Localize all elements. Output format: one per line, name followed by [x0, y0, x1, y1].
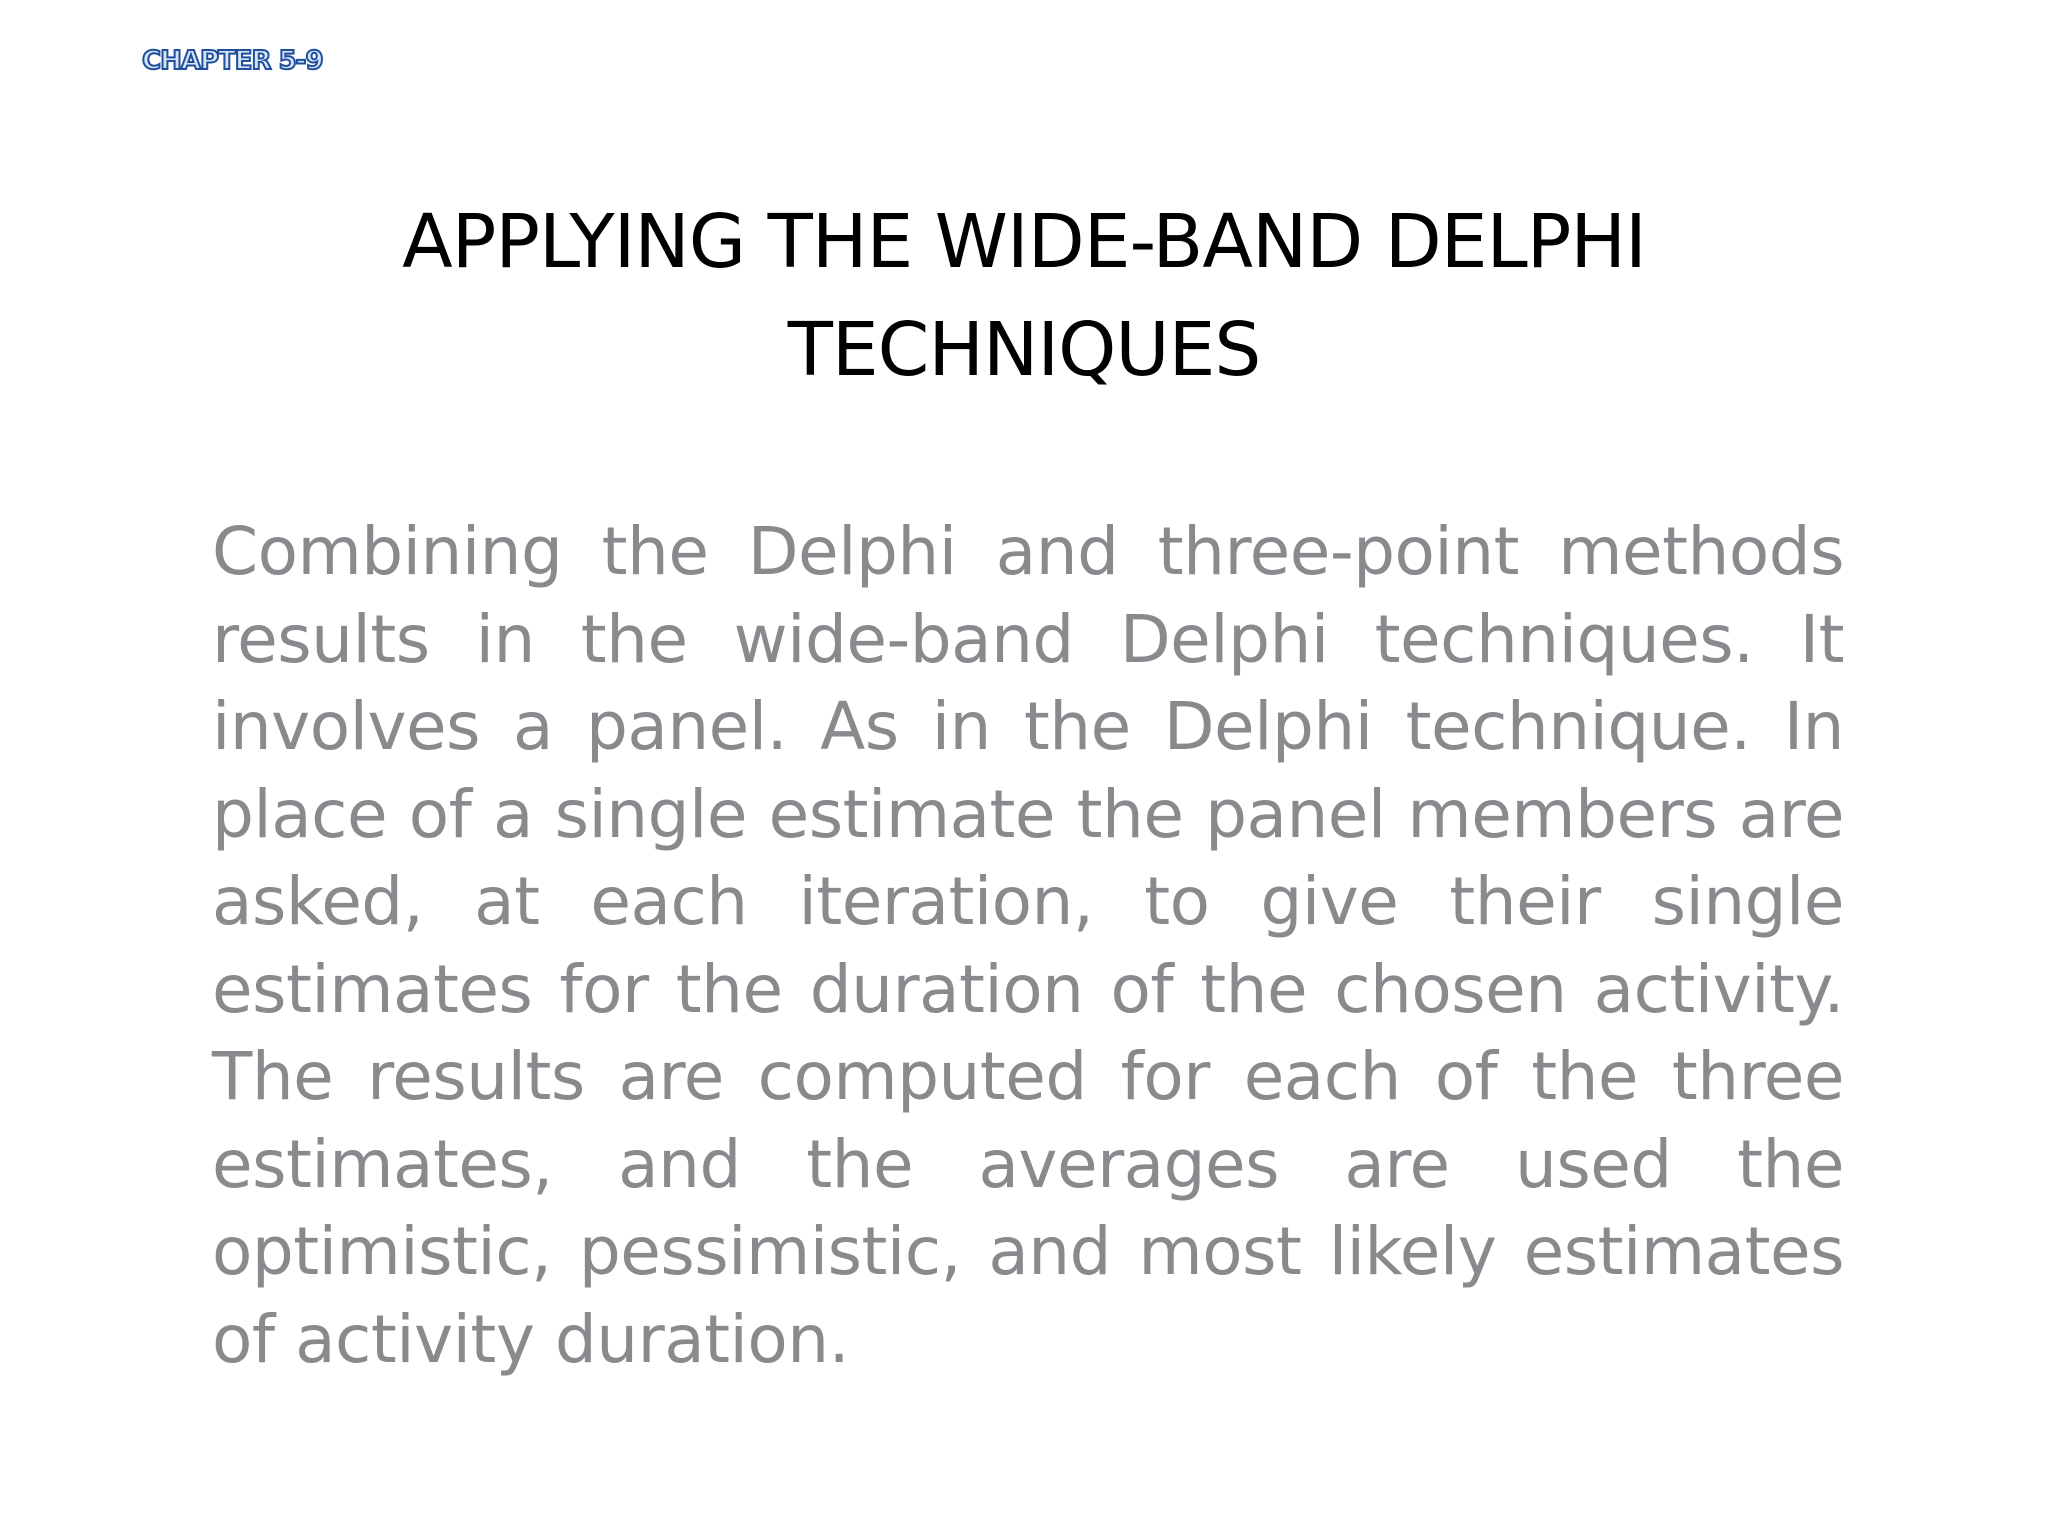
- slide-title: [300, 188, 1748, 404]
- chapter-label: CHAPTER 5-9: [142, 46, 323, 76]
- slide-title-line-2: TECHNIQUES: [787, 307, 1261, 393]
- slide-body-text: Combining the Delphi and three-point methods results in the wide-band Delphi techniques. It involves a panel. As in the Delphi technique. In place of a single estimate the panel members are asked, at each iteration, to give their single estimates for the duration of the chosen activity. The results are computed for each of the three estimates, and the averages are used the optimistic, pessimistic, and most likely estimates of activity duration.: [212, 513, 1844, 1378]
- slide-title-line-1: APPLYING THE WIDE-BAND DELPHI: [402, 199, 1646, 285]
